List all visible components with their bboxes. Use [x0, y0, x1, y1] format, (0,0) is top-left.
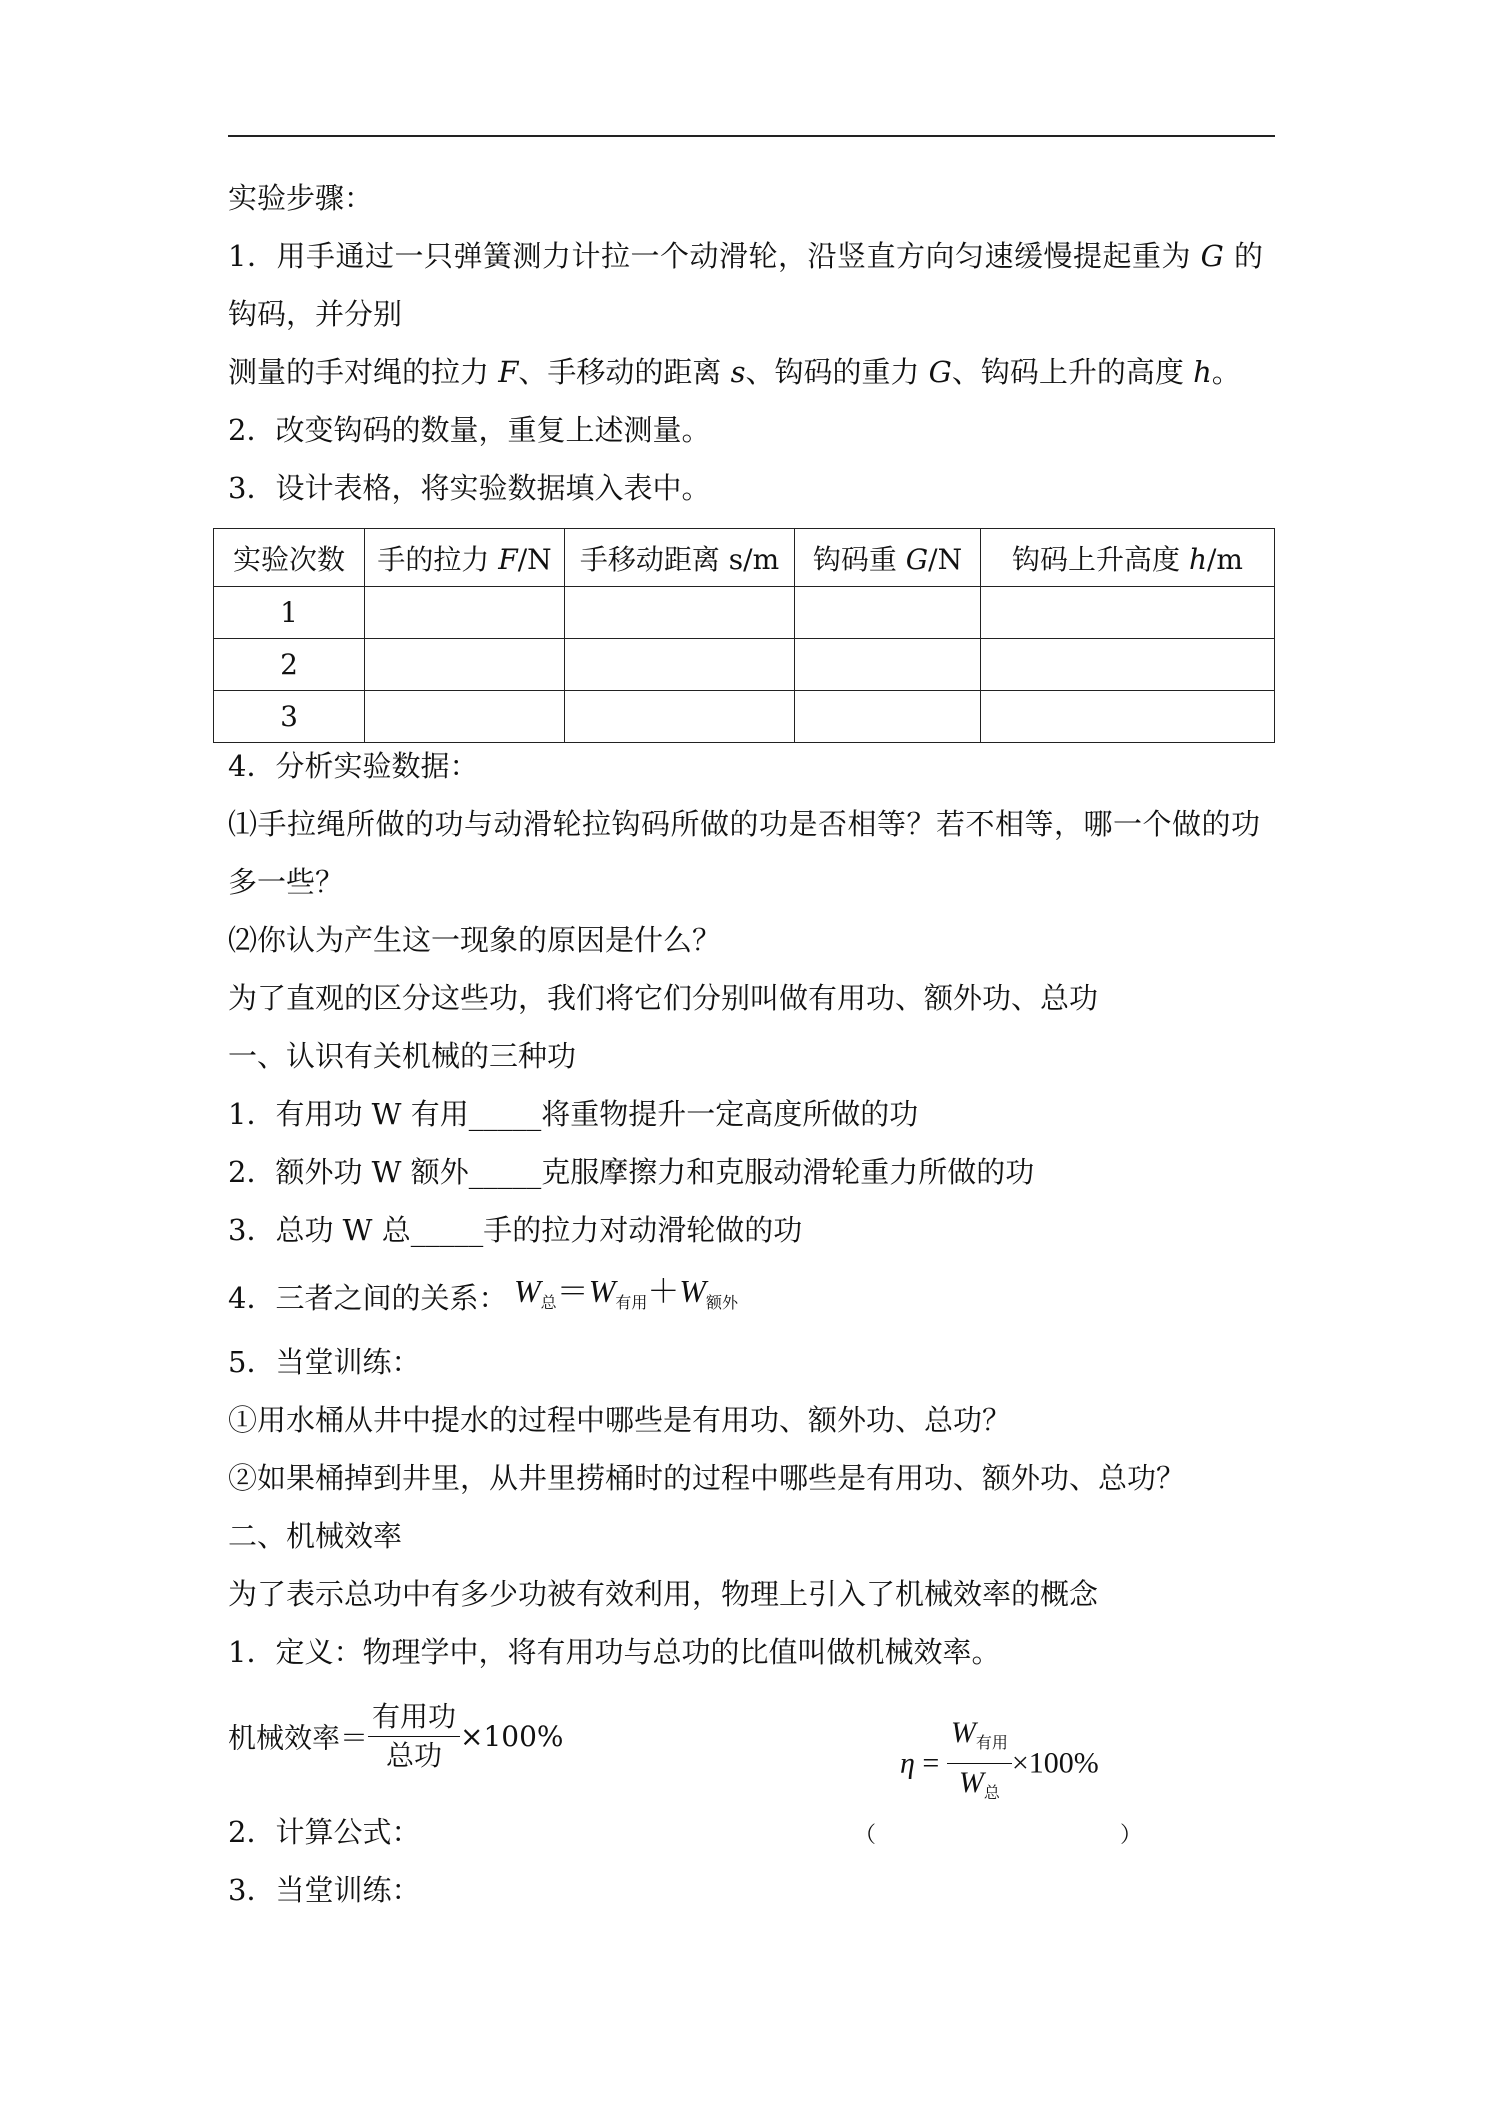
text-segment: 、手移动的距离 — [518, 355, 731, 389]
question-1-line-1: ⑴手拉绳所做的功与动滑轮拉钩码所做的功是否相等？若不相等，哪一个做的功 — [228, 807, 1261, 841]
section-2-heading: 二、机械效率 — [228, 1519, 403, 1553]
table-header-row — [214, 529, 1275, 587]
section-1-heading: 一、认识有关机械的三种功 — [228, 1039, 577, 1073]
relation-label: 4．三者之间的关系： — [228, 1281, 508, 1315]
data-table — [213, 528, 1275, 743]
text-segment: 、钩码上升的高度 — [951, 355, 1194, 389]
total-work-blank: _____ — [410, 1213, 484, 1247]
trial-number-cell: 1 — [214, 587, 365, 639]
table-row — [214, 691, 1275, 743]
intro-text: 为了直观的区分这些功，我们将它们分别叫做有用功、额外功、总功 — [228, 981, 1099, 1015]
text-segment: F — [498, 355, 519, 389]
step-1-line-2: 钩码，并分别 — [228, 297, 403, 331]
data-entry-cell[interactable] — [365, 587, 565, 639]
text-segment: 。 — [1211, 355, 1241, 389]
practice-1-heading: 5．当堂训练： — [228, 1345, 421, 1379]
table-row — [214, 639, 1275, 691]
definition: 1．定义：物理学中，将有用功与总功的比值叫做机械效率。 — [228, 1635, 1001, 1669]
practice-item-2: ②如果桶掉到井里，从井里捞桶时的过程中哪些是有用功、额外功、总功？ — [228, 1461, 1186, 1495]
table-header-cell — [981, 529, 1275, 587]
text-segment: F — [498, 542, 518, 576]
total-work-line: 3．总功 W 总_____手的拉力对动滑轮做的功 — [228, 1213, 803, 1247]
data-entry-cell[interactable] — [565, 587, 795, 639]
extra-work-line: 2．额外功 W 额外_____克服摩擦力和克服动滑轮重力所做的功 — [228, 1155, 1035, 1189]
step-2: 2．改变钩码的数量，重复上述测量。 — [228, 413, 711, 447]
data-entry-cell[interactable] — [795, 639, 981, 691]
text-segment: 实验次数 — [232, 542, 345, 576]
eta-fraction: $\frac{W_{有用}}{W_总}$ — [947, 1714, 1012, 1813]
text-segment: G — [928, 355, 952, 389]
table-header-cell — [365, 529, 565, 587]
efficiency-word-formula: 机械效率＝ $\frac{\text{有用功}}{\text{总功}}$ ×100% — [228, 1698, 564, 1775]
trial-number-cell: 3 — [214, 691, 365, 743]
text-segment: 钩码重 — [812, 542, 906, 576]
step-3: 3．设计表格，将实验数据填入表中。 — [228, 471, 711, 505]
text-segment: 钩码上升高度 — [1012, 542, 1189, 576]
data-entry-cell[interactable] — [795, 587, 981, 639]
useful-work-blank: _____ — [468, 1097, 542, 1131]
useful-work-line: 1．有用功 W 有用_____将重物提升一定高度所做的功 — [228, 1097, 919, 1131]
text-segment: h — [1193, 355, 1212, 389]
text-segment: G — [905, 542, 929, 576]
data-entry-cell[interactable] — [365, 639, 565, 691]
data-entry-cell[interactable] — [981, 587, 1275, 639]
text-segment: 、钩码的重力 — [745, 355, 929, 389]
data-entry-cell[interactable] — [565, 639, 795, 691]
text-segment: 手的拉力 — [377, 542, 499, 576]
paren-left: （ — [854, 1823, 877, 1848]
data-entry-cell[interactable] — [795, 691, 981, 743]
step-1-line-3 — [228, 352, 1241, 392]
data-entry-cell[interactable] — [981, 691, 1275, 743]
trial-number-cell: 2 — [214, 639, 365, 691]
text-segment: /N — [928, 542, 963, 576]
data-entry-cell[interactable] — [565, 691, 795, 743]
text-segment: 测量的手对绳的拉力 — [228, 355, 499, 389]
practice-2-heading: 3．当堂训练： — [228, 1873, 421, 1907]
practice-item-1: ①用水桶从井中提水的过程中哪些是有用功、额外功、总功？ — [228, 1403, 1012, 1437]
text-segment: s — [730, 355, 746, 389]
step-4: 4．分析实验数据： — [228, 749, 479, 783]
table-header-cell — [565, 529, 795, 587]
table-row — [214, 587, 1275, 639]
text-segment: h — [1188, 542, 1207, 576]
extra-work-blank: _____ — [468, 1155, 542, 1189]
data-entry-cell[interactable] — [365, 691, 565, 743]
step-1-line-1: 1．用手通过一只弹簧测力计拉一个动滑轮，沿竖直方向匀速缓慢提起重为 G 的 — [228, 239, 1264, 273]
table-header-cell — [795, 529, 981, 587]
header-rule — [228, 135, 1275, 137]
data-entry-cell[interactable] — [981, 639, 1275, 691]
relation-formula: $W_总=W_{有用}+W_{额外}$ — [514, 1273, 739, 1312]
table-body — [214, 587, 1275, 743]
question-1-line-2: 多一些？ — [228, 865, 345, 899]
table-header-cell — [214, 529, 365, 587]
paren-right: ） — [1120, 1823, 1143, 1848]
question-2: ⑵你认为产生这一现象的原因是什么？ — [228, 923, 722, 957]
text-segment: /m — [1206, 542, 1243, 576]
intro-2-text: 为了表示总功中有多少功被有效利用，物理上引入了机械效率的概念 — [228, 1577, 1099, 1611]
eta-formula: η = $\frac{W_{有用}}{W_总}$ ×100% — [900, 1714, 1099, 1813]
text-segment: 手移动距离 s/m — [579, 542, 780, 576]
text-segment: /N — [517, 542, 552, 576]
steps-heading: 实验步骤： — [228, 181, 374, 215]
calc-formula-label: 2．计算公式： — [228, 1815, 421, 1849]
efficiency-fraction: $\frac{\text{有用功}}{\text{总功}}$ — [368, 1698, 460, 1775]
